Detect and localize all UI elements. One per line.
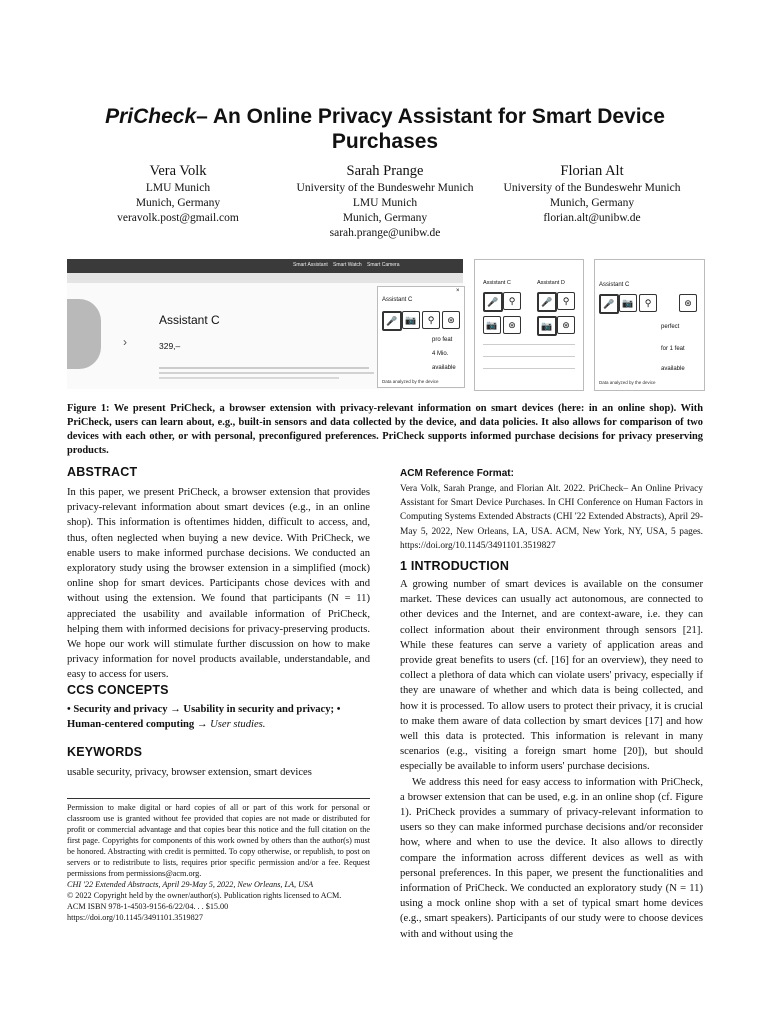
intro-body bbox=[400, 577, 703, 942]
abstract-text: In this paper, we present PriCheck, a browser extension that provides privacy-relevant information about smart devices (e.g., in an online shop). This information is oftentimes hidden, difficult to access, and, thus, often neglected when buying a new device. With PriCheck, we enable users to make informed purchase decisions. We conducted an exploratory study using the browser extension in a simplified (mock) online shop for smart devices. Participants chose devices with and without using the extension. We found that participants (N = 11) appreciated the usability and available information of PriCheck, helping them with informed decisions for privacy-preserving products. We hope our work will stimulate further discussion on how to make privacy information for novel products available, understandable, and easy to access for users. bbox=[67, 487, 370, 681]
location-icon[interactable]: ⚲ bbox=[557, 292, 575, 310]
extension-popup-1 bbox=[377, 286, 465, 388]
description-line bbox=[159, 367, 369, 369]
description-line bbox=[159, 377, 339, 379]
abstract-heading: ABSTRACT bbox=[67, 465, 138, 479]
paper-title bbox=[60, 104, 710, 154]
figure-caption bbox=[67, 402, 703, 458]
shop-navbar bbox=[67, 259, 463, 273]
ccs-line-2: Human-centered computing → bbox=[67, 719, 208, 731]
doi-line[interactable]: https://doi.org/10.1145/3491101.3519827 bbox=[67, 913, 203, 922]
intro-paragraph-2: We address this need for easy access to information with PriCheck, a browser extension that can be used, e.g. in an online shop (cf. Figure 1). PriCheck provides a summary of privacy-relevant information to users so they can make informed purchase decisions and/or reconsider how, where and when to use the device. It also allows to directly compare the information across different devices as well as with personal preferences. In this paper, we present the functionalities and information of PriCheck. We conducted an exploratory study (N = 11) using a mock online shop with a set of typical smart home devices (e.g., smart speakers). Participants of our study were to choose devices with and without using the bbox=[400, 776, 703, 940]
author-affiliation: LMU Munich bbox=[145, 182, 211, 194]
acm-ref-heading: ACM Reference Format: bbox=[400, 468, 514, 479]
intro-paragraph-1: A growing number of smart devices is available on the consumer market. These devices can usually act autonomous, are connected to other devices and the Internet, and are context-aware, i.e. they can collect information about their environment through sensors [21]. While these features can serve a variety of application areas and provide great benefits to users (cf. [16] for an overview), they need to collect a plethora of data which can violate users' privacy, especially if they are unaware of whether and which data is being collected, and how it is processed. To allow users to protect their privacy, it is crucial to make them aware of data collection by smart devices [17] and how well this data is protected. This information is relevant in many scenarios (e.g., visiting a foreign smart home [20]), but should especially be available to inform users' purchase decisions. bbox=[400, 579, 703, 773]
chevron-right-icon: › bbox=[123, 335, 127, 349]
fingerprint-icon[interactable]: ⊛ bbox=[557, 316, 575, 334]
location-icon[interactable]: ⚲ bbox=[639, 294, 657, 312]
microphone-icon[interactable]: 🎤 bbox=[483, 292, 503, 312]
permission-block bbox=[67, 802, 370, 923]
nav-item: Smart Assistant bbox=[293, 262, 328, 268]
camera-icon[interactable]: 📷 bbox=[483, 316, 501, 334]
fingerprint-icon[interactable]: ⊛ bbox=[503, 316, 521, 334]
microphone-icon[interactable]: 🎤 bbox=[599, 294, 619, 314]
extension-popup-compare bbox=[474, 259, 584, 391]
popup-value: 4 Mio. bbox=[432, 351, 449, 357]
microphone-icon[interactable]: 🎤 bbox=[382, 311, 402, 331]
ccs-line-1: • Security and privacy → Usability in security and privacy; • bbox=[67, 704, 341, 715]
location-icon[interactable]: ⚲ bbox=[503, 292, 521, 310]
popup-value: available bbox=[661, 366, 685, 372]
popup-value: for 1 feat bbox=[661, 346, 685, 352]
camera-icon[interactable]: 📷 bbox=[619, 294, 637, 312]
product-title: Assistant C bbox=[159, 313, 220, 327]
keywords-text: usable security, privacy, browser extension, smart devices bbox=[67, 767, 312, 778]
popup-title: Assistant C bbox=[382, 297, 413, 303]
intro-heading: 1 INTRODUCTION bbox=[400, 559, 510, 573]
fingerprint-icon[interactable]: ⊛ bbox=[442, 311, 460, 329]
author-location: Munich, Germany bbox=[135, 197, 221, 209]
isbn-line: ACM ISBN 978-1-4503-9156-6/22/04. . . $15.00 bbox=[67, 902, 229, 911]
author-1 bbox=[88, 162, 268, 226]
caption-text: We present PriCheck, a browser extension with privacy-relevant information on smart devices (here: in an online shop). With PriCheck, users can learn about, e.g., built-in sensors and data collected by the device, and data policies. It also allows for comparison of two devices with each other, or with personal, preconfigured preferences. PriCheck supports informed purchase decisions for privacy preserving products. bbox=[67, 403, 703, 456]
divider bbox=[483, 344, 575, 345]
popup-value: perfect bbox=[661, 324, 680, 330]
author-3 bbox=[492, 162, 692, 226]
popup-title: Assistant C bbox=[599, 282, 630, 288]
author-email: florian.alt@unibw.de bbox=[543, 212, 641, 224]
location-icon[interactable]: ⚲ bbox=[422, 311, 440, 329]
conference-line: CHI '22 Extended Abstracts, April 29-May 5, 2022, New Orleans, LA, USA bbox=[67, 880, 314, 889]
close-icon[interactable]: × bbox=[456, 288, 460, 294]
author-affiliation: University of the Bundeswehr Munich bbox=[296, 182, 474, 194]
shop-subbar bbox=[67, 273, 463, 283]
title-rest: – An Online Privacy Assistant for Smart Device Purchases bbox=[196, 105, 665, 153]
popup-footer: Data analyzed by the device bbox=[599, 380, 656, 385]
speaker-image bbox=[67, 299, 101, 369]
author-email: sarah.prange@unibw.de bbox=[329, 227, 441, 239]
author-location: Munich, Germany bbox=[342, 212, 428, 224]
copyright-line: © 2022 Copyright held by the owner/author(s). Publication rights licensed to ACM. bbox=[67, 891, 342, 900]
permission-text: Permission to make digital or hard copies of all or part of this work for personal or classroom use is granted without fee provided that copies are not made or distributed for profit or commercial advantage and that copies bear this notice and the full citation on the first page. Copyrights for components of this work owned by others than the author(s) must be honored. Abstracting with credit is permitted. To copy otherwise, or republish, to post on servers or to redistribute to lists, requires prior specific permission and/or a fee. Request permissions from permissions@acm.org. bbox=[67, 803, 370, 878]
description-line bbox=[159, 372, 374, 374]
acm-ref-text: Vera Volk, Sarah Prange, and Florian Alt. 2022. PriCheck– An Online Privacy Assistant for Smart Device Purchases. In CHI Conference on Human Factors in Computing Systems Extended Abstracts (CHI '22 Extended Abstracts), April 29-May 5, 2022, New Orleans, LA, USA. ACM, New York, NY, USA, 5 pages. https://doi.org/10.1145/3491101.3519827 bbox=[400, 484, 703, 551]
author-affiliation: University of the Bundeswehr Munich bbox=[503, 182, 681, 194]
compare-tab-a[interactable]: Assistant C bbox=[483, 280, 511, 286]
popup-footer: Data analyzed by the device bbox=[382, 379, 439, 384]
author-affiliation: LMU Munich bbox=[352, 197, 418, 209]
microphone-icon[interactable]: 🎤 bbox=[537, 292, 557, 312]
ccs-heading: CCS CONCEPTS bbox=[67, 683, 169, 697]
nav-item: Smart Camera bbox=[367, 262, 400, 268]
keywords-heading: KEYWORDS bbox=[67, 745, 143, 759]
ccs-text bbox=[67, 702, 370, 732]
author-name: Sarah Prange bbox=[346, 163, 424, 179]
author-2 bbox=[285, 162, 485, 241]
ccs-line-2-italic: User studies. bbox=[210, 719, 266, 731]
fingerprint-icon[interactable]: ⊛ bbox=[679, 294, 697, 312]
caption-label: Figure 1: bbox=[67, 403, 110, 414]
divider bbox=[483, 368, 575, 369]
title-brand: PriCheck bbox=[105, 105, 197, 128]
product-price: 329,– bbox=[159, 341, 181, 351]
nav-item: Smart Watch bbox=[333, 262, 362, 268]
author-name: Florian Alt bbox=[560, 163, 624, 179]
compare-tab-b[interactable]: Assistant D bbox=[537, 280, 565, 286]
author-name: Vera Volk bbox=[149, 163, 207, 179]
figure-1 bbox=[67, 259, 703, 397]
camera-icon[interactable]: 📷 bbox=[402, 311, 420, 329]
extension-popup-preferences bbox=[594, 259, 705, 391]
footnote-rule bbox=[67, 798, 370, 799]
popup-value: pro feat bbox=[432, 337, 453, 343]
divider bbox=[483, 356, 575, 357]
author-email: veravolk.post@gmail.com bbox=[117, 212, 239, 224]
camera-icon[interactable]: 📷 bbox=[537, 316, 557, 336]
author-location: Munich, Germany bbox=[549, 197, 635, 209]
popup-value: available bbox=[432, 365, 456, 371]
